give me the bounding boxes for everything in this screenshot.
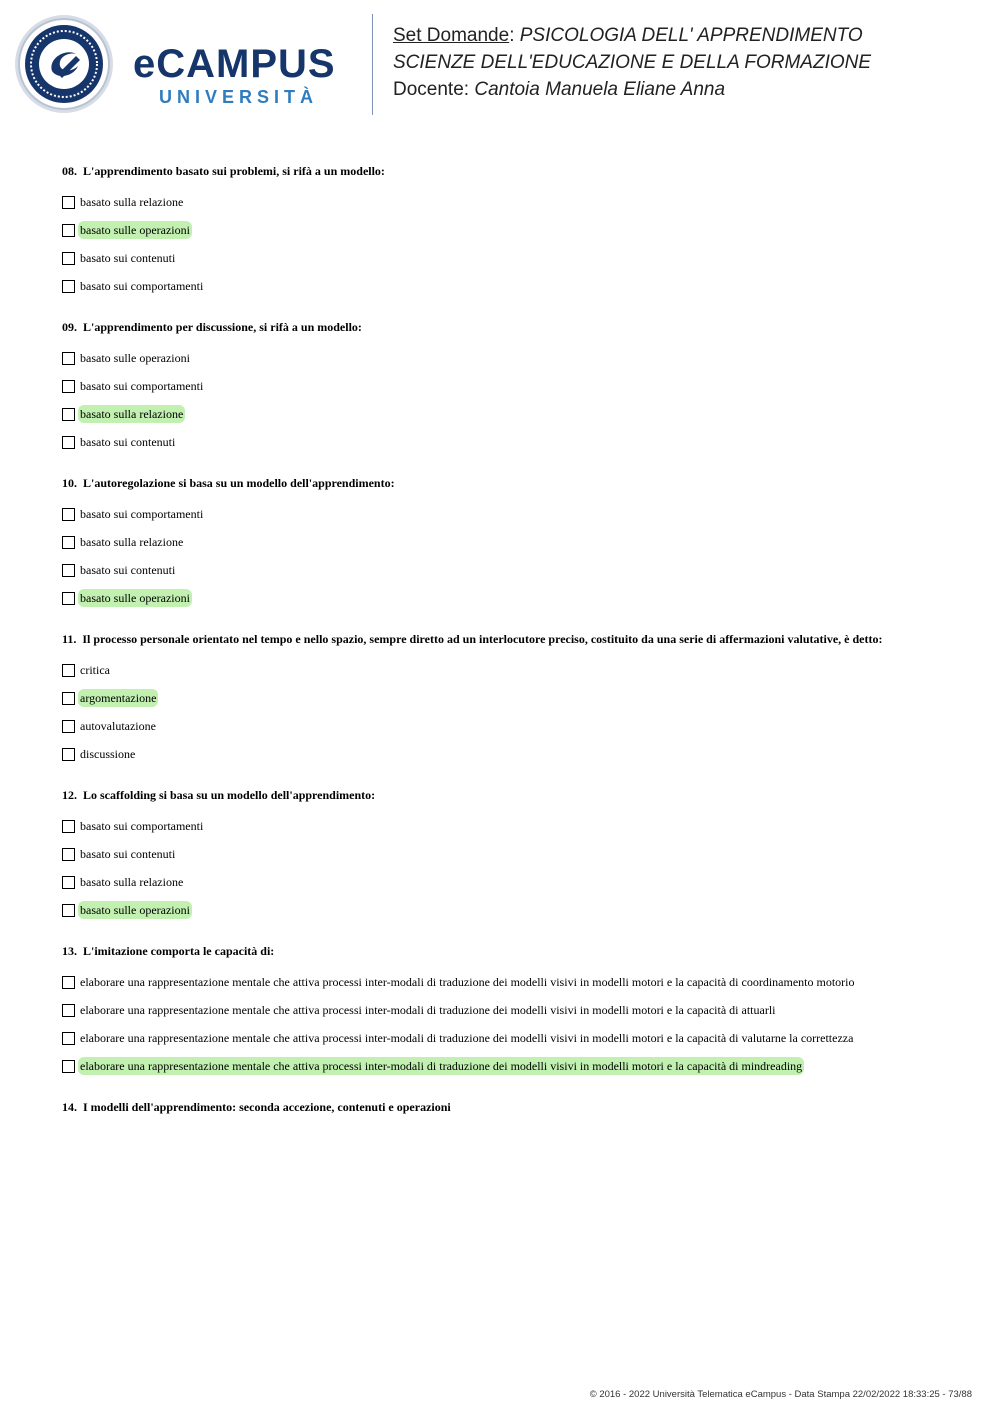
question-title — [62, 628, 962, 650]
teacher-label: Docente — [393, 79, 464, 100]
answer-checkbox[interactable] — [62, 352, 75, 365]
question-title — [62, 472, 962, 494]
answer-checkbox[interactable] — [62, 664, 75, 677]
teacher-name: Cantoia Manuela Eliane Anna — [474, 79, 726, 100]
answer-checkbox[interactable] — [62, 904, 75, 917]
answer-checkbox[interactable] — [62, 508, 75, 521]
answer-option[interactable] — [62, 868, 962, 896]
question-block — [62, 160, 962, 300]
answer-option[interactable] — [62, 216, 962, 244]
question-text: L'imitazione comporta le capacità di: — [83, 944, 275, 958]
answer-text: basato sulla relazione — [80, 195, 184, 209]
answer-checkbox[interactable] — [62, 848, 75, 861]
answer-text: basato sui contenuti — [80, 847, 176, 861]
answer-option[interactable] — [62, 656, 962, 684]
answer-option[interactable] — [62, 272, 962, 300]
question-number: 12. — [62, 788, 77, 802]
answer-text: basato sulla relazione — [80, 875, 184, 889]
answer-checkbox[interactable] — [62, 1032, 75, 1045]
answer-text-correct: basato sulle operazioni — [80, 903, 190, 917]
course-title: PSICOLOGIA DELL' APPRENDIMENTO — [519, 25, 863, 46]
answer-text: basato sui comportamenti — [80, 819, 204, 833]
answer-checkbox[interactable] — [62, 592, 75, 605]
header-divider — [372, 14, 373, 115]
question-block — [62, 1096, 962, 1118]
answer-checkbox[interactable] — [62, 820, 75, 833]
set-label: Set Domande — [393, 25, 510, 46]
question-block — [62, 316, 962, 456]
question-text: I modelli dell'apprendimento: seconda accezione, contenuti e operazioni — [83, 1100, 451, 1114]
logo-brand-text: eCAMPUS — [133, 42, 336, 86]
answer-option[interactable] — [62, 996, 962, 1024]
answer-checkbox[interactable] — [62, 536, 75, 549]
teacher-line: Docente: Cantoia Manuela Eliane Anna — [393, 79, 726, 100]
answer-checkbox[interactable] — [62, 564, 75, 577]
ecampus-seal-logo — [14, 14, 114, 114]
question-number: 08. — [62, 164, 77, 178]
page-footer: © 2016 - 2022 Università Telematica eCampus - Data Stampa 22/02/2022 18:33:25 - 73/88 — [589, 1389, 972, 1400]
answer-text: basato sui contenuti — [80, 251, 176, 265]
question-block — [62, 940, 962, 1080]
answer-text: basato sui comportamenti — [80, 279, 204, 293]
answer-option[interactable] — [62, 344, 962, 372]
answer-option[interactable] — [62, 896, 962, 924]
answer-text: basato sui contenuti — [80, 563, 176, 577]
question-text: L'apprendimento per discussione, si rifà a un modello: — [83, 320, 362, 334]
question-number: 14. — [62, 1100, 77, 1114]
header-info — [393, 22, 871, 103]
question-title — [62, 784, 962, 806]
answer-text-correct: argomentazione — [80, 691, 157, 705]
question-title — [62, 316, 962, 338]
answer-text-correct: basato sulle operazioni — [80, 223, 190, 237]
question-text: Lo scaffolding si basa su un modello dell'apprendimento: — [83, 788, 376, 802]
ecampus-wordmark — [133, 42, 358, 112]
answer-checkbox[interactable] — [62, 408, 75, 421]
page-header — [0, 0, 1000, 130]
question-block — [62, 628, 962, 768]
answer-checkbox[interactable] — [62, 976, 75, 989]
answer-option[interactable] — [62, 584, 962, 612]
answer-option[interactable] — [62, 812, 962, 840]
answer-checkbox[interactable] — [62, 196, 75, 209]
answer-option[interactable] — [62, 968, 962, 996]
answer-text: critica — [80, 663, 110, 677]
answer-text: basato sulle operazioni — [80, 351, 190, 365]
answer-option[interactable] — [62, 500, 962, 528]
question-text: Il processo personale orientato nel tempo e nello spazio, sempre diretto ad un interlocutore preciso, costituito da una serie di affermazioni valutative, è detto: — [82, 632, 883, 646]
question-text: L'autoregolazione si basa su un modello dell'apprendimento: — [83, 476, 395, 490]
answer-text: elaborare una rappresentazione mentale che attiva processi inter-modali di traduzione dei modelli visivi in modelli motori e la capacità di attuarli — [80, 1003, 776, 1017]
course-subtitle-line — [393, 49, 871, 76]
answer-text: elaborare una rappresentazione mentale che attiva processi inter-modali di traduzione dei modelli visivi in modelli motori e la capacità di valutarne la correttezza — [80, 1031, 854, 1045]
answer-option[interactable] — [62, 684, 962, 712]
question-title — [62, 940, 962, 962]
answer-option[interactable] — [62, 1024, 962, 1052]
answer-checkbox[interactable] — [62, 436, 75, 449]
answer-text: basato sulla relazione — [80, 535, 184, 549]
question-number: 09. — [62, 320, 77, 334]
answer-text: discussione — [80, 747, 136, 761]
answer-option[interactable] — [62, 740, 962, 768]
answer-text-correct: basato sulle operazioni — [80, 591, 190, 605]
answer-option[interactable] — [62, 556, 962, 584]
answer-checkbox[interactable] — [62, 748, 75, 761]
answer-checkbox[interactable] — [62, 252, 75, 265]
course-line: Set Domande: PSICOLOGIA DELL' APPRENDIMENTO — [393, 25, 863, 46]
answer-checkbox[interactable] — [62, 692, 75, 705]
answer-text-correct: elaborare una rappresentazione mentale che attiva processi inter-modali di traduzione dei modelli visivi in modelli motori e la capacità di mindreading — [80, 1059, 803, 1073]
answer-option[interactable] — [62, 428, 962, 456]
answer-checkbox[interactable] — [62, 876, 75, 889]
answer-text: basato sui comportamenti — [80, 379, 204, 393]
answer-checkbox[interactable] — [62, 380, 75, 393]
answer-option[interactable] — [62, 1052, 962, 1080]
question-number: 13. — [62, 944, 77, 958]
answer-option[interactable] — [62, 400, 962, 428]
answer-option[interactable] — [62, 840, 962, 868]
answer-option[interactable] — [62, 372, 962, 400]
answer-option[interactable] — [62, 244, 962, 272]
question-text: L'apprendimento basato sui problemi, si rifà a un modello: — [83, 164, 385, 178]
answer-option[interactable] — [62, 188, 962, 216]
answer-option[interactable] — [62, 528, 962, 556]
question-block — [62, 472, 962, 612]
answer-checkbox[interactable] — [62, 1004, 75, 1017]
answer-text: autovalutazione — [80, 719, 156, 733]
question-list — [62, 160, 962, 1134]
question-number: 10. — [62, 476, 77, 490]
question-title — [62, 1096, 962, 1118]
course-subtitle: SCIENZE DELL'EDUCAZIONE E DELLA FORMAZIONE — [393, 52, 872, 73]
answer-option[interactable] — [62, 712, 962, 740]
question-number: 11. — [62, 632, 77, 646]
answer-text: basato sui contenuti — [80, 435, 176, 449]
logo-sub-text: UNIVERSITÀ — [159, 87, 319, 107]
question-block — [62, 784, 962, 924]
answer-text-correct: basato sulla relazione — [80, 407, 184, 421]
answer-checkbox[interactable] — [62, 224, 75, 237]
answer-checkbox[interactable] — [62, 720, 75, 733]
question-title — [62, 160, 962, 182]
answer-checkbox[interactable] — [62, 1060, 75, 1073]
answer-checkbox[interactable] — [62, 280, 75, 293]
answer-text: basato sui comportamenti — [80, 507, 204, 521]
answer-text: elaborare una rappresentazione mentale che attiva processi inter-modali di traduzione dei modelli visivi in modelli motori e la capacità di coordinamento motorio — [80, 975, 855, 989]
